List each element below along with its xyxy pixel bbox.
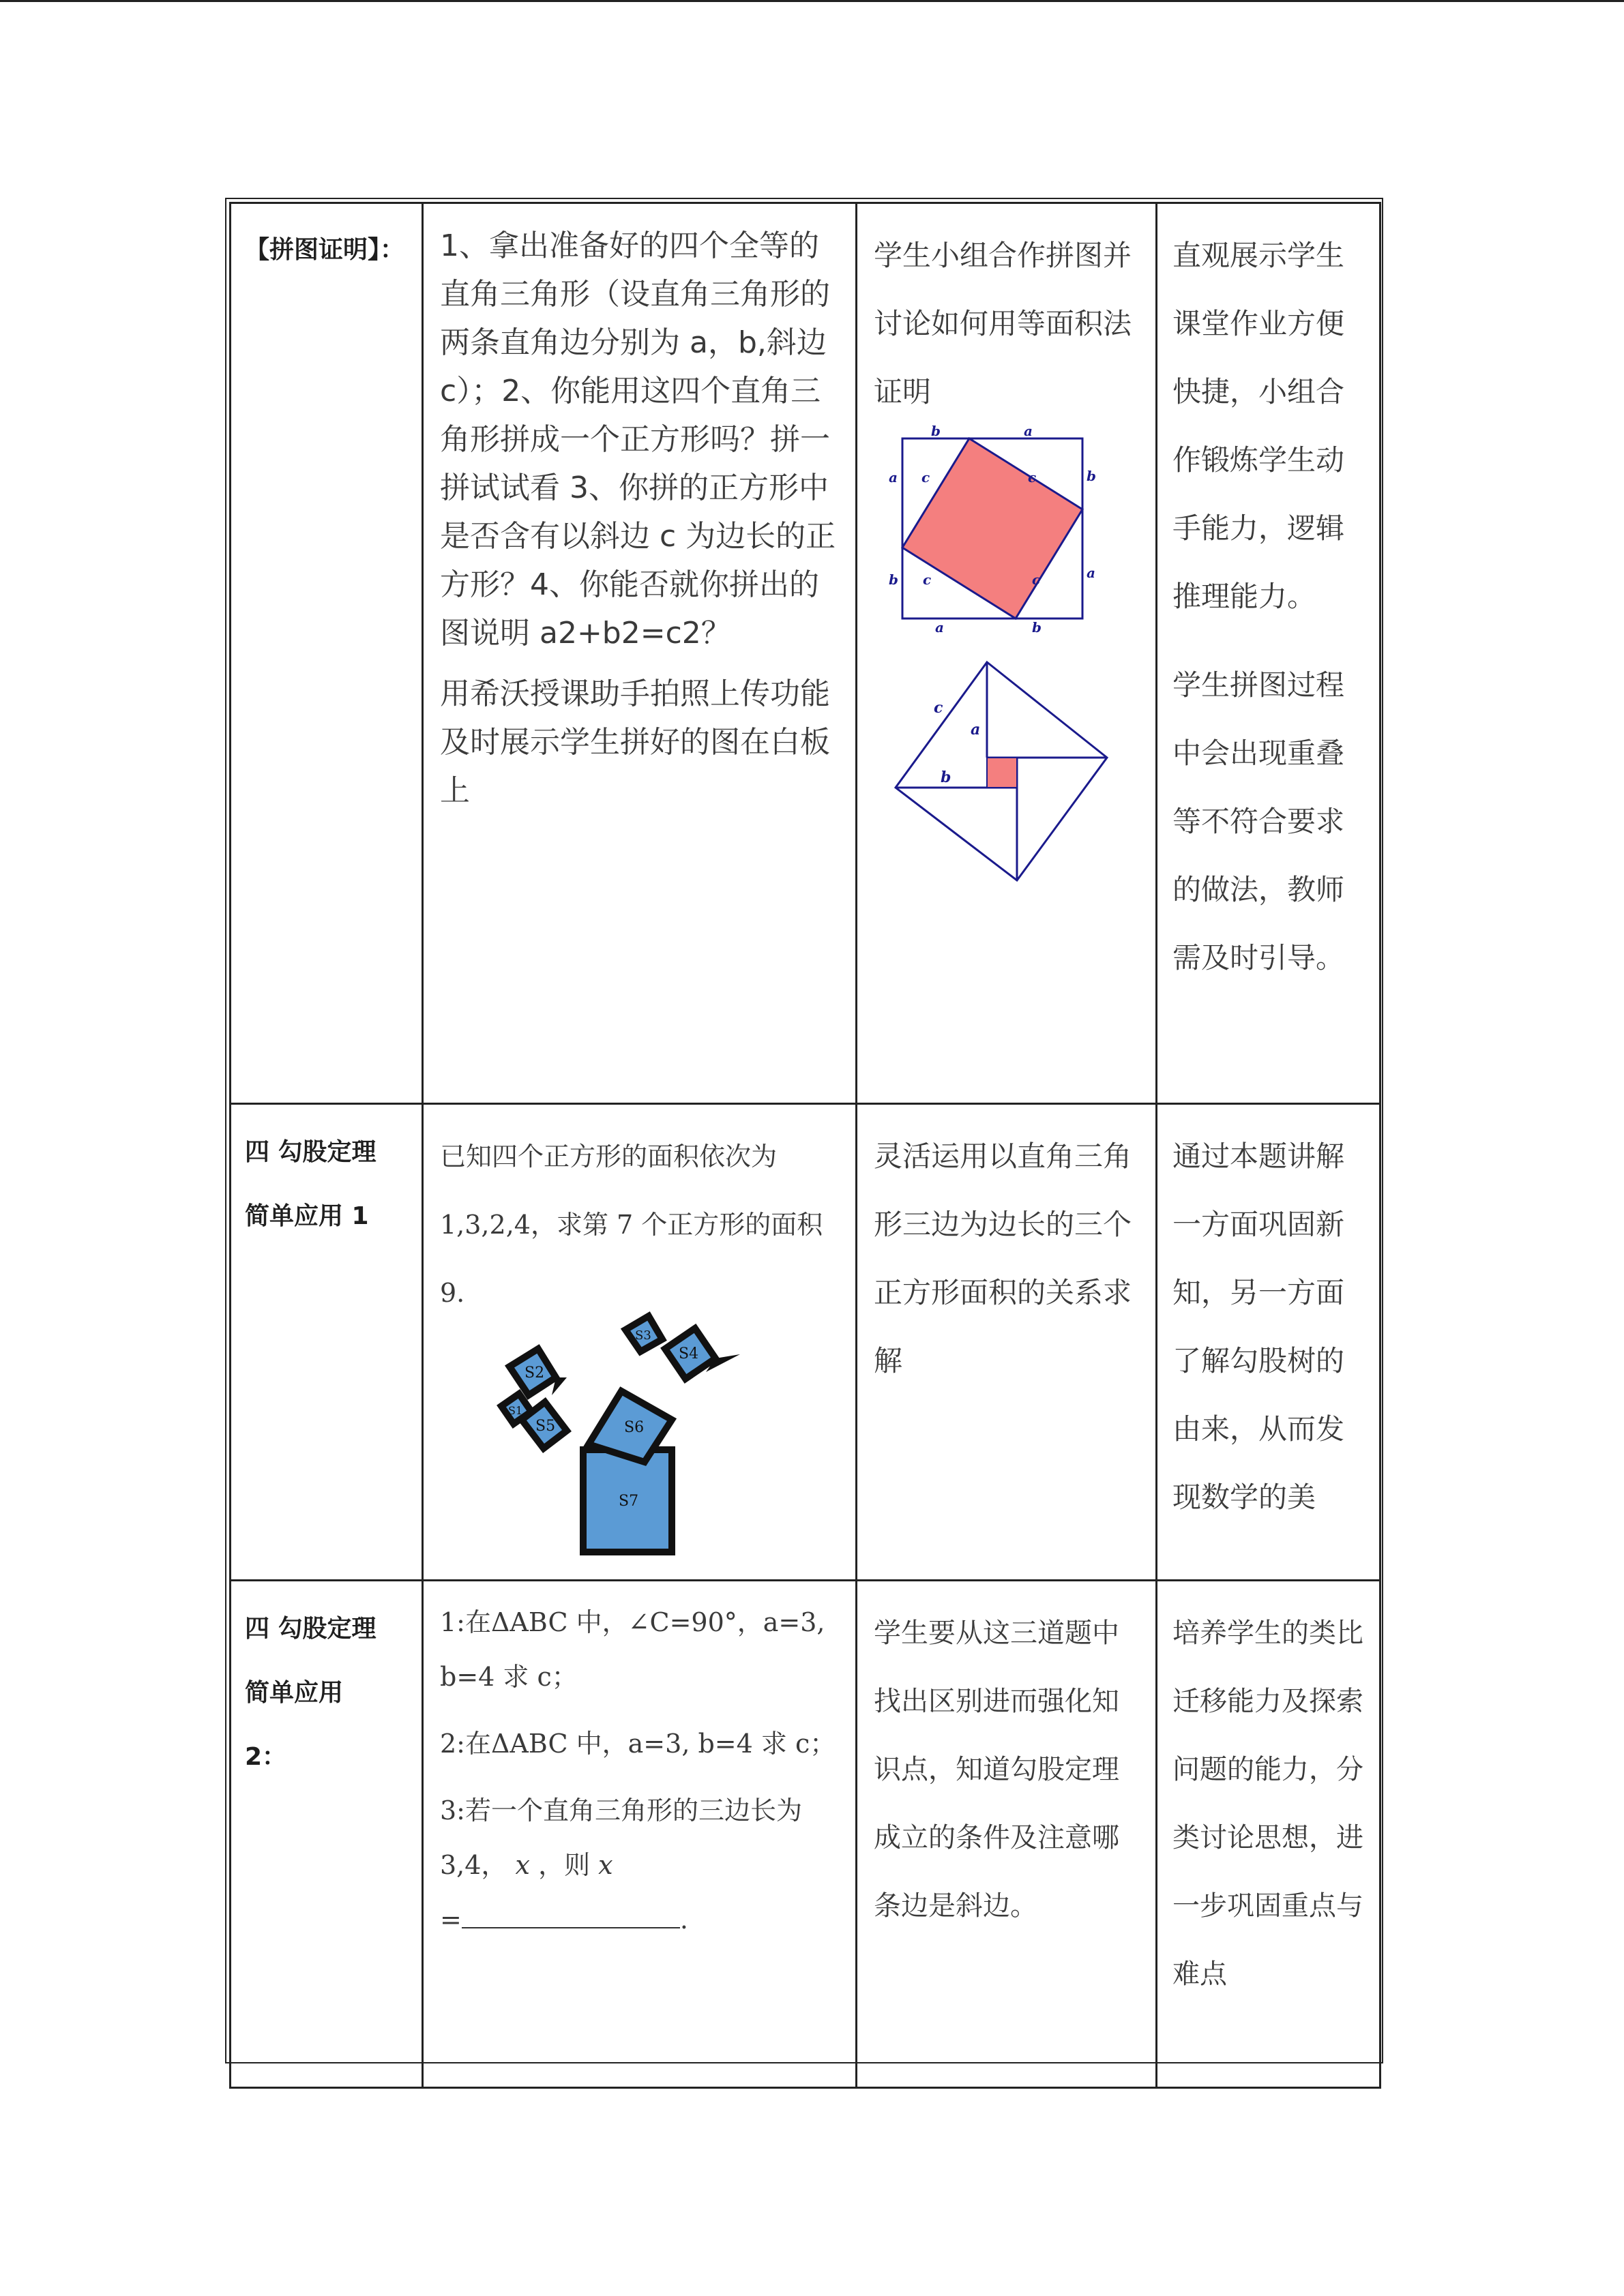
row2-activity-cell (857, 1104, 1157, 1581)
row1-activity-cell (857, 203, 1157, 1104)
label-b-bottom: b (1032, 619, 1042, 636)
label-c-bl: c (923, 571, 932, 588)
row2-activity: 灵活运用以直角三角形三边为边长的三个正方形面积的关系求解 (874, 1139, 1132, 1377)
row3-content-cell (423, 1581, 857, 2088)
row1-content-cell (423, 203, 857, 1104)
inner-square-proof-figure (882, 655, 1114, 887)
row3-q3-part-a: 3:若一个直角三角形的三边长为 3,4， (440, 1795, 802, 1880)
row3-q3-x2: x (598, 1850, 613, 1880)
label-a-bottom: a (935, 619, 944, 636)
label-s1: S1 (508, 1404, 523, 1417)
table-row (231, 1581, 1381, 2088)
table-row (231, 203, 1381, 1104)
page-top-border (0, 0, 1624, 2)
label-a-right: a (1087, 565, 1095, 581)
label-a-left: a (889, 469, 898, 486)
pythagoras-tree-figure (501, 1286, 822, 1579)
label-s7: S7 (619, 1493, 639, 1510)
row1-heading-cell (231, 203, 423, 1104)
row3-heading-line1: 四 勾股定理 (245, 1615, 377, 1643)
label-s3: S3 (635, 1328, 651, 1343)
row1-heading: 【拼图证明】： (245, 236, 405, 264)
row3-activity: 学生要从这三道题中找出区别进而强化知识点，知道勾股定理成立的条件及注意哪条边是斜边。 (874, 1617, 1119, 1922)
answer-blank[interactable] (462, 1900, 680, 1928)
label-s4: S4 (679, 1345, 699, 1362)
row1-purpose-p1: 直观展示学生课堂作业方便快捷，小组合作锻炼学生动手能力，逻辑推理能力。 (1172, 239, 1345, 613)
label-c-tr: c (1028, 469, 1037, 486)
row1-content-p1: 1、拿出准备好的四个全等的直角三角形（设直角三角形的两条直角边分别为 a，b,斜边 c）；2、你能用这四个直角三角形拼成一个正方形吗？拼一拼试试看 3、你拼的正方形中是否含有以斜边 c 为边长的正方形？4、你能否就你拼出的图说明 a2+b2=c2？ (440, 228, 836, 651)
label-a-inner: a (971, 721, 981, 739)
row3-q3-end: . (679, 1905, 688, 1935)
label-b-top: b (931, 423, 941, 439)
label-c-tl: c (921, 469, 930, 486)
row2-heading-cell (231, 1104, 423, 1581)
row2-heading-line2: 简单应用 1 (245, 1202, 369, 1230)
row3-q2: 2:在ΔABC 中，a=3, b=4 求 c； (440, 1729, 836, 1759)
label-b-inner: b (941, 769, 951, 786)
row3-heading-cell (231, 1581, 423, 2088)
row3-q3-part-b: ，则 (538, 1850, 591, 1880)
row2-content: 已知四个正方形的面积依次为 1,3,2,4，求第 7 个正方形的面积 9. (440, 1142, 823, 1308)
center-small-square (987, 758, 1017, 788)
label-s2: S2 (525, 1365, 545, 1382)
label-s6: S6 (624, 1419, 645, 1436)
row1-purpose-cell (1157, 203, 1381, 1104)
label-b-right: b (1087, 468, 1096, 484)
square-proof-figure (887, 423, 1096, 636)
row3-q3-x: x (515, 1850, 530, 1880)
row1-content-p2: 用希沃授课助手拍照上传功能及时展示学生拼好的图在白板上 (440, 676, 830, 808)
row3-q3 (440, 1783, 840, 1947)
table-row (231, 1104, 1381, 1581)
row3-q3-eq: = (440, 1905, 462, 1935)
inner-square-c (902, 438, 1082, 618)
row3-activity-cell (857, 1581, 1157, 2088)
label-c-diag: c (934, 699, 943, 717)
row3-purpose-cell (1157, 1581, 1381, 2088)
row1-activity: 学生小组合作拼图并讨论如何用等面积法证明 (874, 239, 1132, 408)
row3-heading-line2: 简单应用 (245, 1679, 344, 1707)
lesson-plan-table (229, 202, 1381, 2089)
label-b-left: b (889, 571, 898, 588)
label-s5: S5 (535, 1418, 556, 1435)
row2-purpose-cell (1157, 1104, 1381, 1581)
row2-purpose: 通过本题讲解一方面巩固新知，另一方面了解勾股树的由来，从而发现数学的美 (1172, 1139, 1345, 1514)
row2-heading-line1: 四 勾股定理 (245, 1138, 377, 1166)
row3-purpose: 培养学生的类比迁移能力及探索问题的能力，分类讨论思想，进一步巩固重点与难点 (1172, 1617, 1363, 1990)
row3-q1: 1:在ΔABC 中，∠C=90°，a=3, b=4 求 c； (440, 1607, 825, 1692)
label-a-top: a (1024, 423, 1033, 439)
label-c-br: c (1032, 571, 1041, 588)
row1-purpose-p2: 学生拼图过程中会出现重叠等不符合要求的做法，教师需及时引导。 (1172, 668, 1345, 974)
row2-content-cell (423, 1104, 857, 1581)
row3-heading-line3: 2： (245, 1743, 287, 1771)
